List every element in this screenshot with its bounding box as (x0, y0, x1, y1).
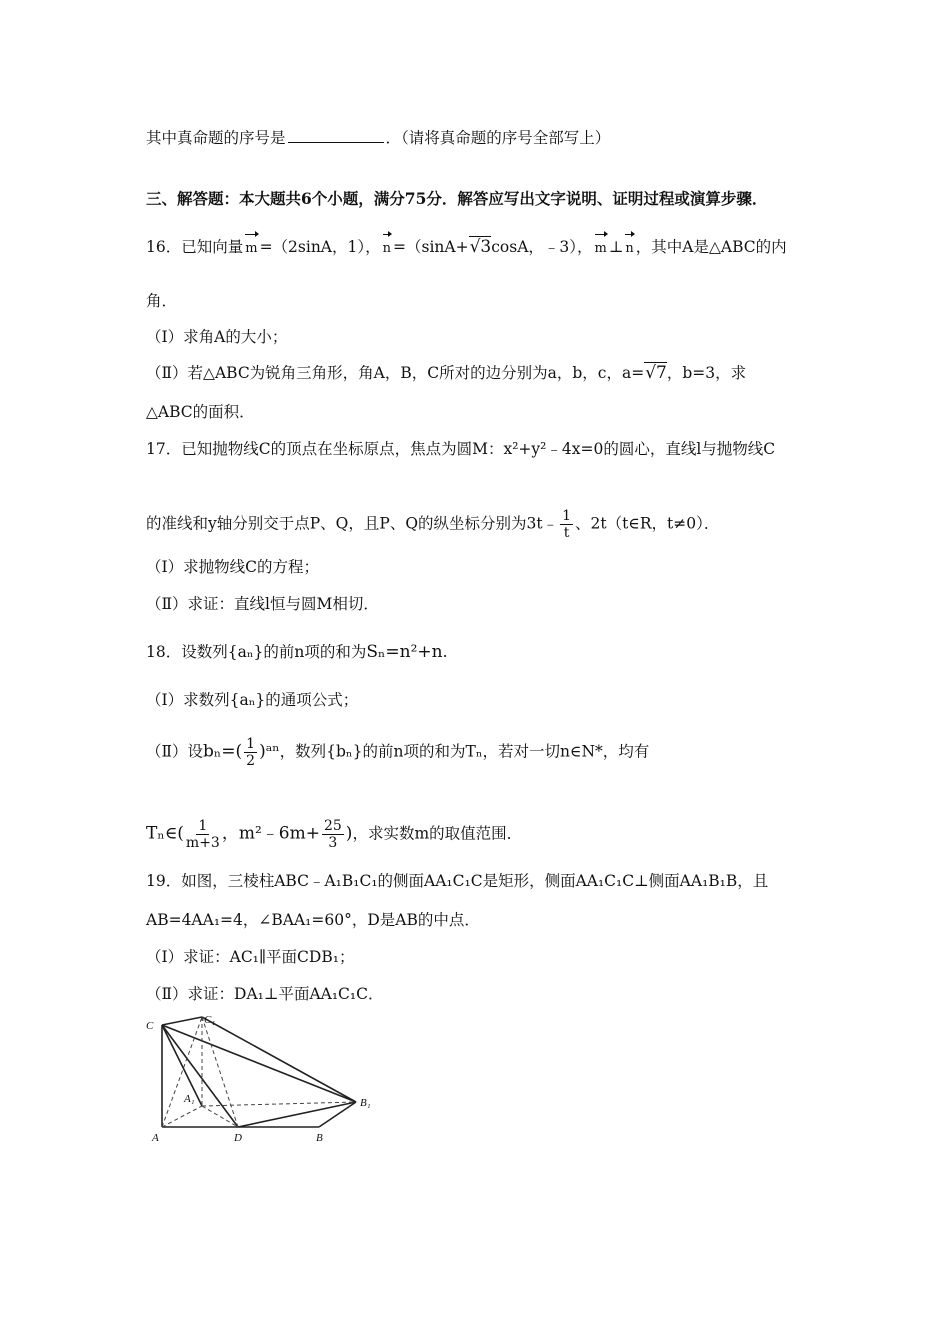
question-16-part-i (146, 326, 287, 348)
q16-part-ii-b: ，b=3，求 (666, 364, 747, 382)
question-17-part-i (146, 556, 319, 578)
fraction-1-over-m3 (186, 818, 220, 851)
vector-n: n (381, 238, 393, 260)
vector-m: m (243, 238, 259, 260)
half-den: 2 (246, 753, 256, 769)
vector-m-2: m (593, 238, 609, 260)
edge-C1-B1 (202, 1017, 356, 1102)
q19-part-ii-text: （Ⅱ）求证：DA₁⊥平面AA₁C₁C． (146, 985, 384, 1003)
tn-formula-b: ) (345, 823, 353, 844)
q18-part-ii-a: （Ⅱ）设 (146, 742, 204, 761)
frac-num: 1 (562, 508, 572, 524)
q19-line2-text: AB=4AA₁=4，∠BAA₁=60°，D是AB的中点． (146, 911, 480, 929)
perp-symbol: ⊥ (608, 238, 624, 256)
edge-C-C1 (162, 1017, 202, 1025)
q16-line2-text: 角． (146, 292, 178, 310)
q19-part-i-text: （Ⅰ）求证：AC₁∥平面CDB₁； (146, 948, 355, 966)
question-17-line1 (146, 438, 775, 460)
sqrt7: √7 (645, 363, 667, 383)
label-C: C (146, 1020, 154, 1032)
tn-formula-mid: ，m²﹣6m+ (221, 823, 320, 844)
sqrt3: √3 (469, 237, 492, 257)
question-18-line1 (146, 641, 448, 663)
edge-A1-D (202, 1106, 238, 1127)
q17-part-ii-text: （Ⅱ）求证：直线l恒与圆M相切． (146, 595, 379, 613)
fraction-25-over-3 (322, 818, 344, 851)
sn-formula: Sₙ=n²+n (366, 642, 443, 662)
question-19-part-ii (146, 983, 383, 1005)
q16-part-ii-a: （Ⅱ）若△ABC为锐角三角形，角A，B，C所对的边分别为a，b，c，a= (146, 364, 645, 382)
prism-figure (144, 1013, 378, 1145)
question-17-line2 (146, 508, 719, 541)
q17-line2-b: 、2t（t∈R，t≠0）． (575, 514, 720, 533)
edge-A-A1 (162, 1106, 202, 1127)
q18-end: . (442, 643, 448, 661)
half-num: 1 (246, 736, 256, 752)
fraction-one-half (244, 736, 257, 769)
fraction-1-over-t (560, 508, 573, 541)
q16-n-def-b: cosA，﹣3）， (491, 238, 593, 256)
answer-blank[interactable] (288, 128, 384, 143)
q16-tail: ，其中A是△ABC的内 (635, 238, 787, 256)
q16-text: 16．已知向量 (146, 238, 244, 256)
frac-den: t (563, 525, 570, 541)
f2-den: 3 (328, 835, 338, 851)
tn-formula-a: Tₙ∈( (146, 823, 184, 844)
f2-num: 25 (323, 818, 342, 834)
q18-line1-text: 18．设数列{aₙ}的前n项的和为 (146, 643, 367, 661)
q18-part-i-text: （Ⅰ）求数列{aₙ}的通项公式； (146, 691, 359, 709)
bn-formula-exp: )ᵃⁿ (259, 741, 280, 762)
q17-line1-text: 17．已知抛物线C的顶点在坐标原点，焦点为圆M：x²+y²﹣4x=0的圆心，直线l与抛物线C (146, 440, 776, 458)
vector-n-2: n (623, 238, 635, 260)
question-16-part-ii-line2 (146, 401, 255, 423)
q18-part-ii-b: ，数列{bₙ}的前n项的和为Tₙ，若对一切n∈N*，均有 (279, 742, 650, 761)
q19-line1-text: 19．如图，三棱柱ABC﹣A₁B₁C₁的侧面AA₁C₁C是矩形，侧面AA₁C₁C⊥侧面AA₁B₁B，且 (146, 872, 769, 890)
question-19-line1 (146, 870, 768, 892)
q16-m-def: =（2sinA，1）， (259, 238, 381, 256)
question-19-line2 (146, 909, 480, 931)
question-18-part-i (146, 689, 358, 711)
question-19-part-i (146, 946, 354, 968)
q16-part-i-text: （Ⅰ）求角A的大小； (146, 328, 288, 346)
label-D: D (234, 1132, 242, 1144)
q18-tail: ，求实数m的取值范围． (352, 824, 523, 843)
label-B: B (316, 1132, 323, 1144)
label-A1: A₁ (184, 1093, 195, 1105)
bn-formula-a: bₙ=( (203, 741, 243, 762)
q17-part-i-text: （Ⅰ）求抛物线C的方程； (146, 558, 319, 576)
section-heading (146, 188, 767, 210)
question-16-line1 (146, 236, 787, 260)
section-heading-text: 三、解答题：本大题共6个小题，满分75分．解答应写出文字说明、证明过程或演算步骤． (146, 189, 768, 208)
f1-den: m+3 (185, 835, 220, 851)
question-17-part-ii (146, 593, 379, 615)
label-C1: C₁ (204, 1014, 216, 1026)
f1-num: 1 (198, 818, 208, 834)
prompt-text: 其中真命题的序号是 (146, 129, 286, 147)
label-B1: B₁ (360, 1097, 371, 1109)
question-16-part-ii (146, 362, 746, 384)
question-18-part-ii (146, 736, 649, 769)
edge-C-A1 (162, 1025, 202, 1106)
question-16-line2 (146, 290, 177, 312)
edge-A1-B1 (202, 1102, 356, 1106)
label-A: A (152, 1132, 159, 1144)
question-18-tn-range (146, 818, 522, 851)
q16-n-def-a: =（sinA+ (393, 238, 469, 256)
prompt-note: ．（请将真命题的序号全部写上） (385, 129, 611, 147)
q17-line2-a: 的准线和y轴分别交于点P、Q，且P、Q的纵坐标分别为3t﹣ (146, 514, 559, 533)
blank-answer-line (146, 127, 610, 149)
q16-part-ii-line2-text: △ABC的面积． (146, 403, 255, 421)
